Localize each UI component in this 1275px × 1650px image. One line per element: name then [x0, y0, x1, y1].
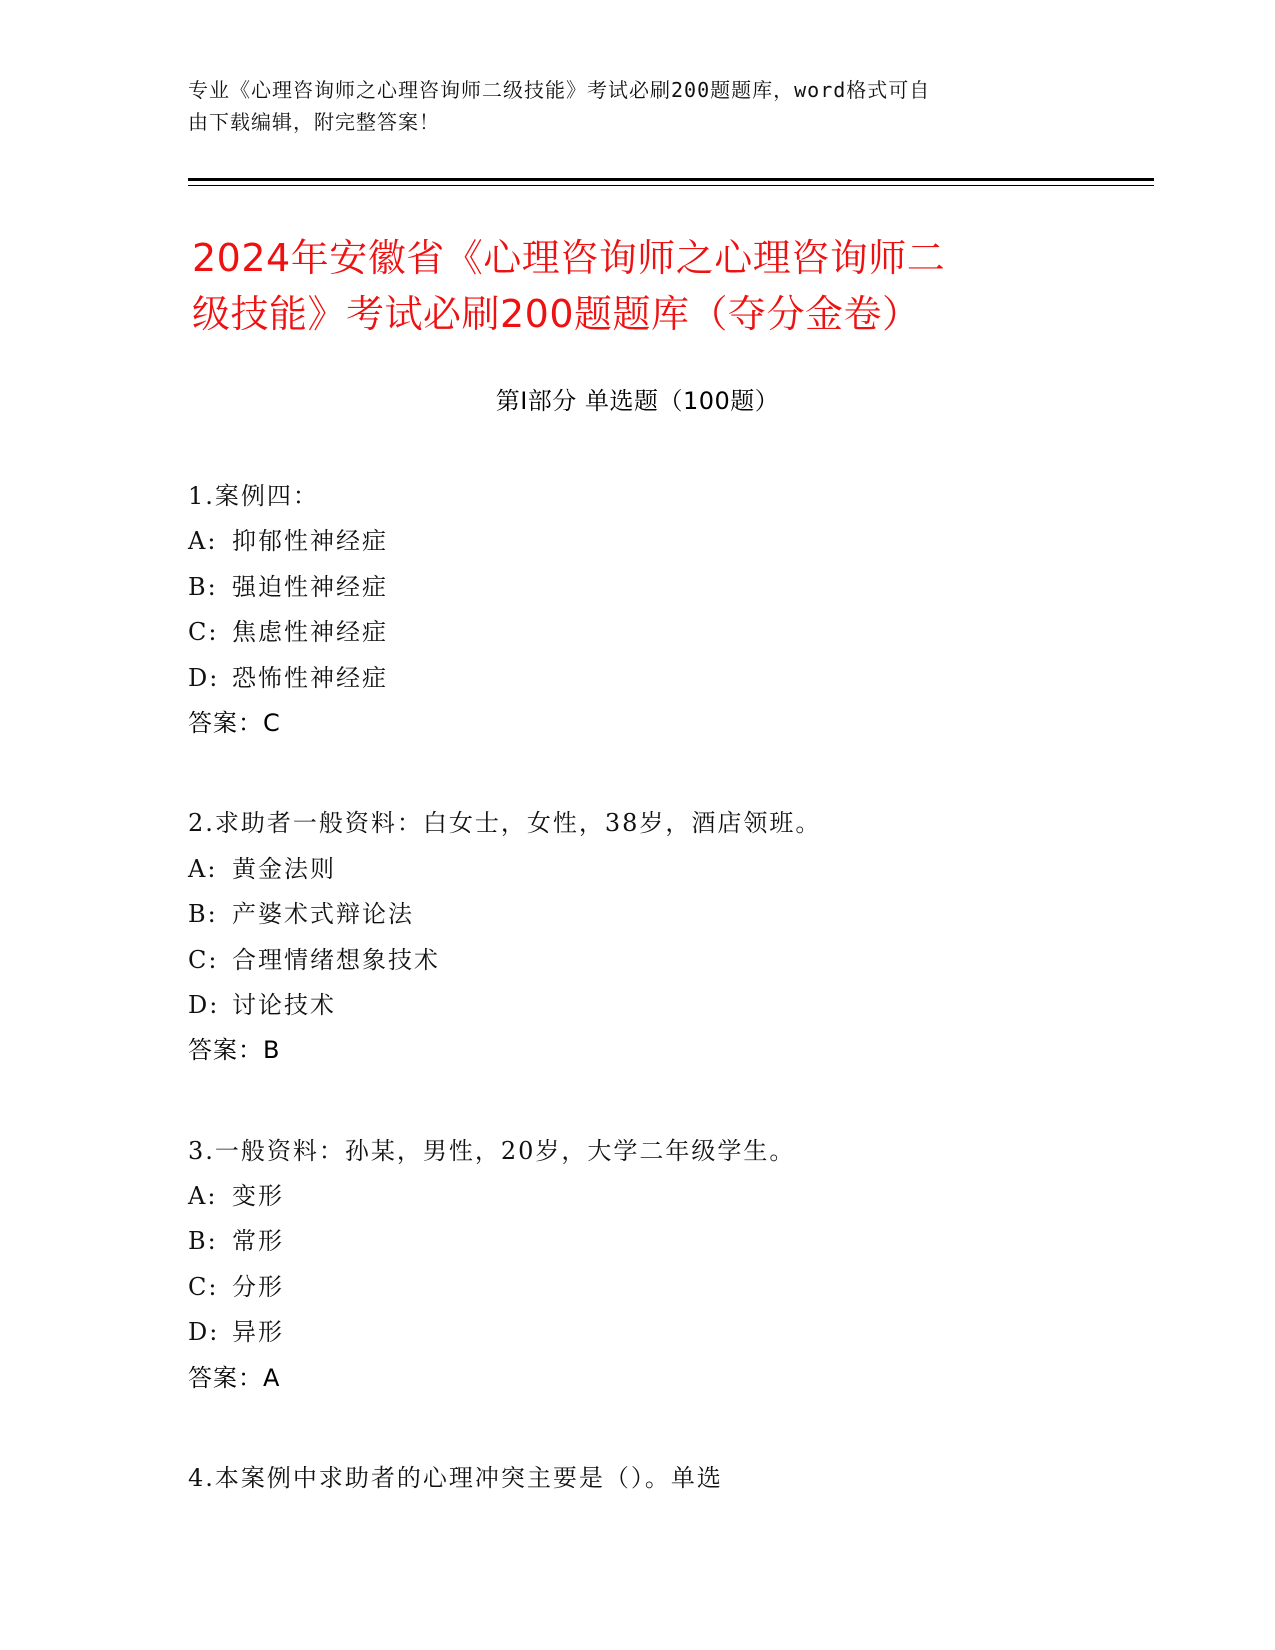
option-text: 讨论技术	[232, 990, 336, 1019]
option-text: 恐怖性神经症	[232, 663, 388, 692]
option-key: C:	[188, 1272, 219, 1301]
option-a	[188, 1174, 1168, 1219]
option-b	[188, 565, 1168, 610]
question-1	[188, 474, 1168, 746]
question-2	[188, 801, 1168, 1073]
header-rule-thick	[188, 178, 1154, 181]
option-key: D:	[188, 990, 220, 1019]
question-stem: 4.本案例中求助者的心理冲突主要是（）。单选	[188, 1464, 723, 1493]
answer-line: 答案：C	[188, 708, 281, 737]
option-key: B:	[188, 572, 218, 601]
option-key: C:	[188, 618, 219, 647]
document-title	[192, 230, 1092, 342]
option-c	[188, 610, 1168, 655]
header-rule-thin	[188, 185, 1154, 186]
option-c	[188, 938, 1168, 983]
question-3	[188, 1129, 1168, 1401]
question-stem: 1.案例四：	[188, 482, 319, 510]
option-text: 抑郁性神经症	[232, 527, 388, 556]
option-text: 黄金法则	[232, 854, 336, 883]
option-text: 变形	[232, 1182, 284, 1211]
option-key: A:	[188, 854, 218, 883]
option-d	[188, 983, 1168, 1028]
option-text: 焦虑性神经症	[232, 618, 388, 647]
option-b	[188, 1219, 1168, 1264]
question-list	[188, 474, 1168, 1556]
option-key: D:	[188, 663, 220, 692]
title-line-1: 2024年安徽省《心理咨询师之心理咨询师二	[192, 236, 946, 280]
section-heading: 第Ⅰ部分 单选题（100题）	[495, 387, 780, 415]
option-a	[188, 519, 1168, 564]
option-d	[188, 1310, 1168, 1355]
question-stem: 2.求助者一般资料：白女士，女性，38岁，酒店领班。	[188, 809, 822, 838]
question-stem: 3.一般资料：孙某，男性，20岁，大学二年级学生。	[188, 1136, 796, 1165]
option-text: 合理情绪想象技术	[232, 945, 440, 974]
title-line-2: 级技能》考试必刷200题题库（夺分金卷）	[192, 292, 921, 336]
intro-line-1: 专业《心理咨询师之心理咨询师二级技能》考试必刷200题题库，word格式可自	[188, 78, 931, 102]
intro-line-2: 由下载编辑，附完整答案！	[188, 110, 440, 134]
option-key: B:	[188, 1227, 218, 1256]
option-text: 异形	[232, 1318, 284, 1347]
option-key: B:	[188, 900, 218, 929]
option-key: D:	[188, 1318, 220, 1347]
question-4	[188, 1456, 1168, 1501]
option-d	[188, 656, 1168, 701]
intro-text	[188, 74, 1068, 138]
option-key: C:	[188, 945, 219, 974]
option-a	[188, 847, 1168, 892]
option-b	[188, 892, 1168, 937]
option-c	[188, 1265, 1168, 1310]
option-text: 产婆术式辩论法	[232, 900, 414, 929]
option-key: A:	[188, 1182, 218, 1211]
answer-line: 答案：A	[188, 1363, 281, 1392]
option-text: 强迫性神经症	[232, 572, 388, 601]
answer-line: 答案：B	[188, 1036, 281, 1065]
option-key: A:	[188, 527, 218, 556]
option-text: 常形	[232, 1227, 284, 1256]
option-text: 分形	[232, 1272, 284, 1301]
